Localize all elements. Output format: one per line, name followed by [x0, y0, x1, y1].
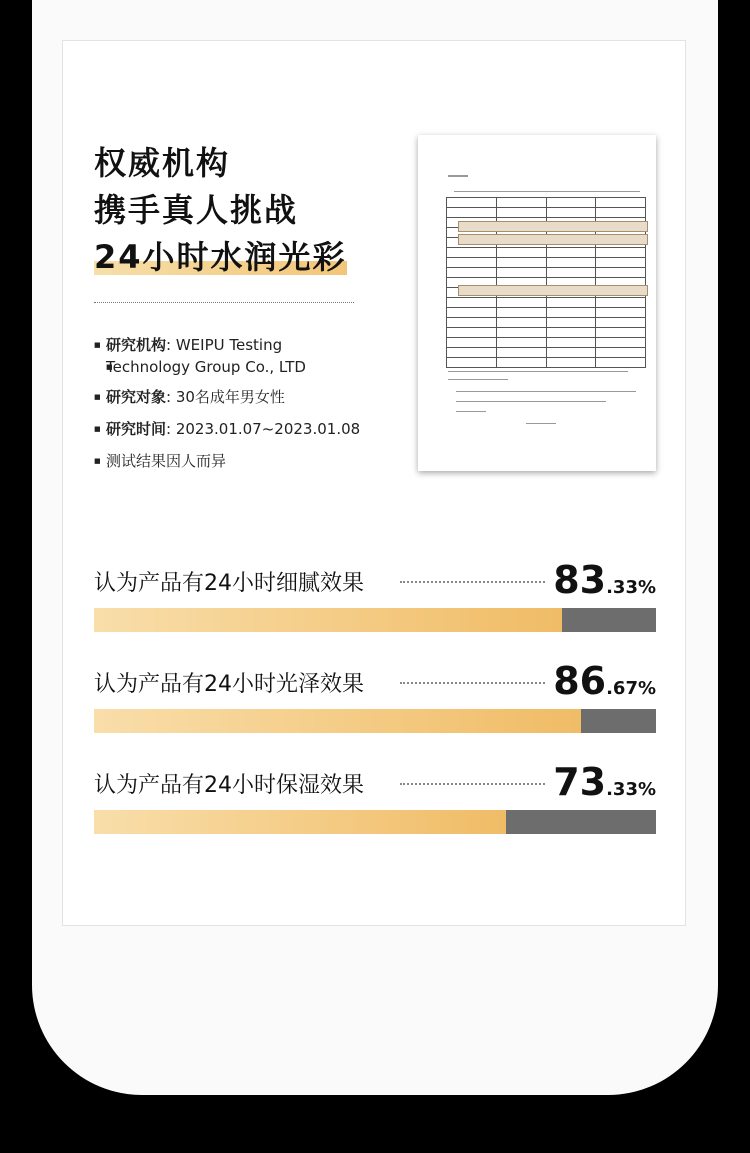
doc-heading-line: [448, 175, 468, 177]
subjects-label: 研究对象: [106, 388, 167, 406]
doc-band-1: [458, 221, 648, 232]
doc-caption-line: [454, 191, 640, 192]
headline-line3: [94, 232, 347, 278]
institution-label: 研究机构: [106, 336, 167, 354]
subjects-value: : 30名成年男女性: [166, 388, 285, 406]
study-institution-cont: [106, 356, 306, 378]
stat-value-3: [553, 760, 656, 804]
headline-line2: 携手真人挑战: [94, 191, 299, 229]
stat-bar-2: [94, 709, 656, 733]
stat-int-3: 73: [553, 760, 607, 804]
doc-note-line4: [456, 401, 606, 402]
doc-note-line1: [448, 371, 628, 372]
divider: [94, 302, 354, 303]
doc-note-line2: [448, 379, 508, 380]
doc-band-3: [458, 285, 648, 296]
stat-bar-fill-1: [94, 608, 562, 632]
stat-int-2: 86: [553, 659, 607, 703]
doc-note-line3: [456, 391, 636, 392]
stat-label-3: 认为产品有24小时保湿效果: [94, 773, 364, 798]
stat-int-1: 83: [553, 558, 607, 602]
stat-dots-3: [400, 783, 545, 785]
stat-value-1: [553, 558, 656, 602]
stat-bar-fill-3: [94, 810, 506, 834]
headline-highlight: 24小时水润光彩: [94, 232, 347, 278]
stat-bar-1: [94, 608, 656, 632]
stat-dec-1: .33%: [606, 577, 656, 598]
note-text: 测试结果因人而异: [106, 452, 227, 470]
stat-dec-3: .33%: [606, 779, 656, 800]
study-subjects: [94, 386, 285, 408]
doc-band-2: [458, 234, 648, 245]
stat-label-2: 认为产品有24小时光泽效果: [94, 672, 364, 697]
stat-dec-2: .67%: [606, 678, 656, 699]
period-label: 研究时间: [106, 420, 167, 438]
doc-note-line5: [456, 411, 486, 412]
study-period: [94, 418, 360, 440]
doc-end-line: [526, 423, 556, 424]
stat-bar-fill-2: [94, 709, 581, 733]
institution-value: : WEIPU Testing: [166, 336, 283, 354]
study-note: [94, 450, 226, 472]
stat-dots-2: [400, 682, 545, 684]
period-value: : 2023.01.07~2023.01.08: [166, 420, 361, 438]
stat-label-1: 认为产品有24小时细腻效果: [94, 571, 364, 596]
stat-value-2: [553, 659, 656, 703]
report-document-image: [418, 135, 656, 471]
institution-value-2: Technology Group Co., LTD: [106, 358, 306, 376]
study-institution: [94, 334, 282, 356]
stat-bar-3: [94, 810, 656, 834]
stat-dots-1: [400, 581, 545, 583]
headline-line1: 权威机构: [94, 144, 231, 182]
